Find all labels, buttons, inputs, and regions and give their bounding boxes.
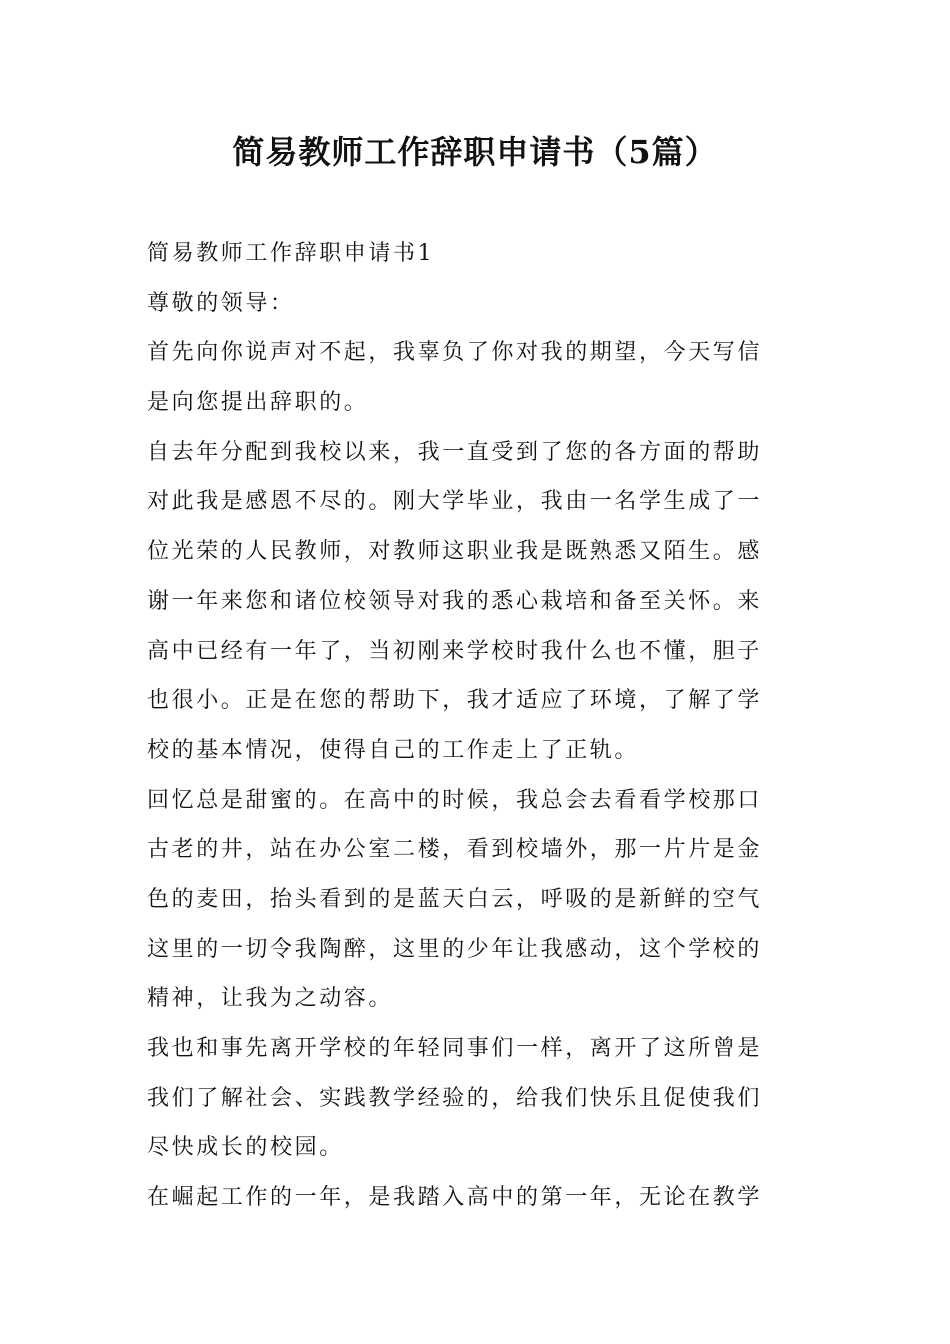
- text-line: 校的基本情况，使得自己的工作走上了正轨。: [147, 737, 640, 763]
- text-line: 我们了解社会、实践教学经验的，给我们快乐且促使我们: [147, 1085, 763, 1111]
- text-line: 在崛起工作的一年，是我踏入高中的第一年，无论在教学: [147, 1185, 763, 1211]
- text-line: 位光荣的人民教师，对教师这职业我是既熟悉又陌生。感: [147, 539, 763, 565]
- document-title: 简易教师工作辞职申请书（5篇）: [232, 133, 718, 171]
- text-line: 这里的一切令我陶醉，这里的少年让我感动，这个学校的: [147, 936, 763, 962]
- text-line: 是向您提出辞职的。: [147, 390, 369, 416]
- text-line: 也很小。正是在您的帮助下，我才适应了环境，了解了学: [147, 688, 763, 714]
- text-line: 我也和事先离开学校的年轻同事们一样，离开了这所曾是: [147, 1036, 763, 1061]
- text-line: 首先向你说声对不起，我辜负了你对我的期望，今天写信: [147, 340, 763, 366]
- text-line: 对此我是感恩不尽的。刚大学毕业，我由一名学生成了一: [147, 489, 763, 515]
- subtitle-line: 简易教师工作辞职申请书1: [147, 241, 435, 266]
- text-line: 色的麦田，抬头看到的是蓝天白云，呼吸的是新鲜的空气: [147, 886, 763, 912]
- salutation-line: 尊敬的领导：: [147, 290, 295, 316]
- text-line: 高中已经有一年了，当初刚来学校时我什么也不懂，胆子: [147, 638, 763, 664]
- text-line: 自去年分配到我校以来，我一直受到了您的各方面的帮助: [147, 439, 763, 465]
- text-line: 古老的井，站在办公室二楼，看到校墙外，那一片片是金: [147, 837, 763, 863]
- text-line: 精神，让我为之动容。: [147, 986, 394, 1012]
- text-line: 尽快成长的校园。: [147, 1135, 344, 1161]
- text-line: 谢一年来您和诸位校领导对我的悉心栽培和备至关怀。来: [147, 588, 763, 614]
- text-line: 回忆总是甜蜜的。在高中的时候，我总会去看看学校那口: [147, 787, 763, 813]
- document-body: [147, 229, 807, 1223]
